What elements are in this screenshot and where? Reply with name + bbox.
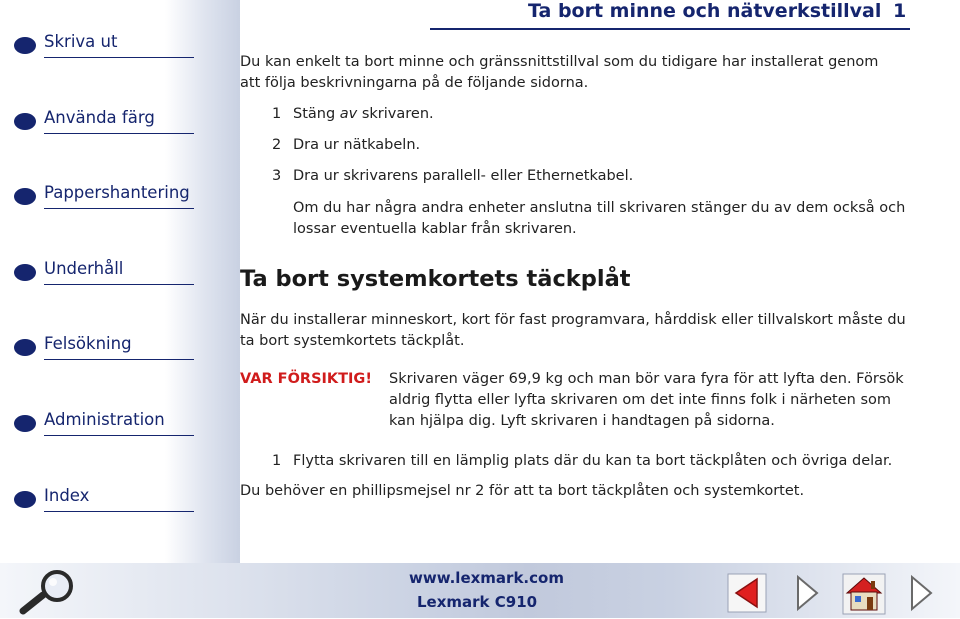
sidebar-item-label: Skriva ut bbox=[44, 32, 118, 51]
step-note: Om du har några andra enheter anslutna till skrivaren stänger du av dem också och lossar eventuella kablar från skrivaren. bbox=[293, 200, 906, 237]
divider bbox=[44, 57, 194, 58]
sidebar-navigation bbox=[0, 0, 240, 563]
sidebar-item-skriva-ut[interactable] bbox=[14, 32, 184, 62]
sidebar-item-label: Använda färg bbox=[44, 108, 155, 127]
step-text-part: Stäng bbox=[293, 106, 340, 122]
sidebar-item-anvanda-farg[interactable] bbox=[14, 108, 184, 138]
step-text bbox=[293, 104, 434, 125]
magnifier-icon[interactable] bbox=[15, 569, 85, 615]
divider bbox=[44, 133, 194, 134]
bullet-icon bbox=[14, 339, 36, 356]
divider bbox=[44, 511, 194, 512]
sidebar-item-felsokning[interactable] bbox=[14, 334, 184, 364]
bullet-icon bbox=[14, 37, 36, 54]
page-number: 1 bbox=[893, 0, 907, 22]
bullet-icon bbox=[14, 415, 36, 432]
step-number: 1 bbox=[272, 453, 282, 469]
step-text: Flytta skrivaren till en lämplig plats där du kan ta bort täckplåten och övriga delar. bbox=[293, 453, 893, 469]
intro-paragraph: Du kan enkelt ta bort minne och gränssnittstillval som du tidigare har installerat genom att följa beskrivningarna på de följande sidorna. bbox=[240, 54, 879, 91]
sidebar-item-underhall[interactable] bbox=[14, 259, 184, 289]
bullet-icon bbox=[14, 113, 36, 130]
header-divider bbox=[430, 28, 910, 30]
sidebar-item-label: Index bbox=[44, 486, 90, 505]
divider bbox=[44, 435, 194, 436]
forward-arrow-icon[interactable] bbox=[903, 573, 939, 613]
page-up-arrow-icon[interactable] bbox=[789, 573, 825, 613]
bullet-icon bbox=[14, 188, 36, 205]
sidebar-item-label: Pappershantering bbox=[44, 183, 190, 202]
footer-bar bbox=[0, 563, 960, 618]
caution-label: VAR FÖRSIKTIG! bbox=[240, 371, 372, 387]
section-heading: Ta bort systemkortets täckplåt bbox=[240, 266, 631, 292]
sidebar-item-label: Administration bbox=[44, 410, 165, 429]
step-text: Dra ur nätkabeln. bbox=[293, 137, 421, 153]
section-intro: När du installerar minneskort, kort för fast programvara, hårddisk eller tillvalskort måste du ta bort systemkortets täckplåt. bbox=[240, 312, 906, 349]
step-number: 3 bbox=[272, 168, 282, 184]
divider bbox=[44, 284, 194, 285]
sidebar-item-administration[interactable] bbox=[14, 410, 184, 440]
step-number: 2 bbox=[272, 137, 282, 153]
footer-url[interactable]: www.lexmark.com bbox=[409, 569, 564, 587]
back-arrow-icon[interactable] bbox=[727, 573, 767, 613]
sidebar-item-label: Underhåll bbox=[44, 259, 124, 278]
sidebar-item-pappershantering[interactable] bbox=[14, 183, 190, 213]
bullet-icon bbox=[14, 264, 36, 281]
home-icon[interactable] bbox=[842, 573, 886, 615]
step-number: 1 bbox=[272, 106, 282, 122]
divider bbox=[44, 208, 194, 209]
divider bbox=[44, 359, 194, 360]
step-text-part: skrivaren. bbox=[357, 106, 434, 122]
step-text-emphasis: av bbox=[339, 106, 358, 122]
tool-note: Du behöver en phillipsmejsel nr 2 för att ta bort täckplåten och systemkortet. bbox=[240, 483, 805, 499]
step-text: Dra ur skrivarens parallell- eller Ethernetkabel. bbox=[293, 168, 634, 184]
footer-product: Lexmark C910 bbox=[417, 593, 538, 611]
bullet-icon bbox=[14, 491, 36, 508]
page-title: Ta bort minne och nätverkstillval bbox=[528, 0, 882, 22]
caution-text: Skrivaren väger 69,9 kg och man bör vara fyra för att lyfta den. Försök aldrig flytta eller lyfta skrivaren om det inte finns folk i närheten som kan hjälpa dig. Lyft skrivaren i handtagen på sidorna. bbox=[389, 371, 904, 429]
sidebar-item-index[interactable] bbox=[14, 486, 184, 516]
sidebar-item-label: Felsökning bbox=[44, 334, 132, 353]
